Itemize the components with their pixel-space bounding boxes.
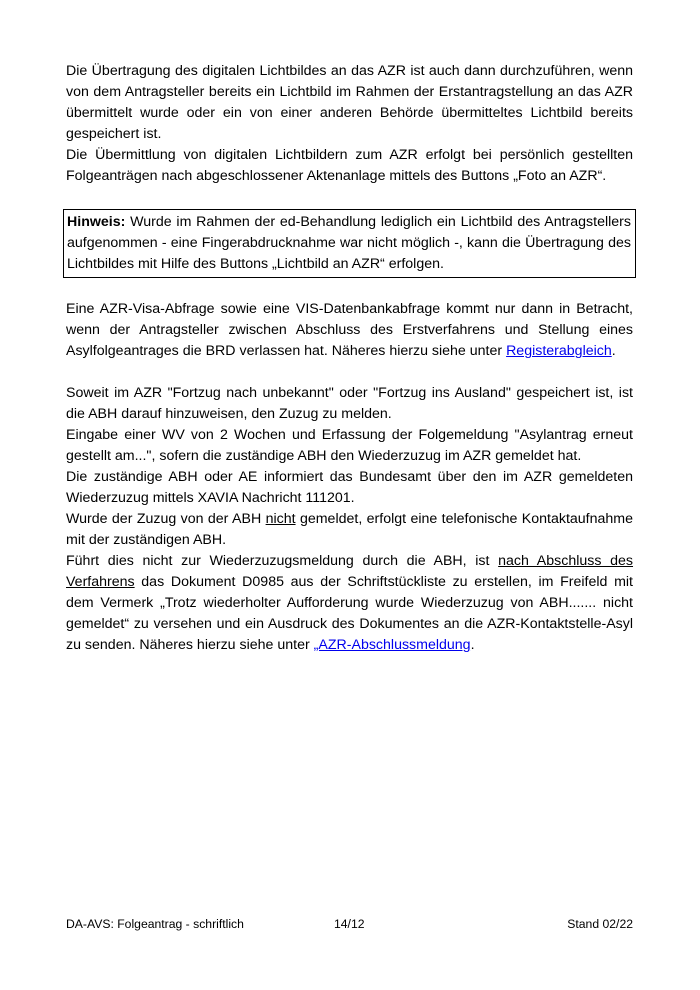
note-box bbox=[63, 209, 636, 278]
spacer bbox=[66, 362, 633, 383]
spacer bbox=[66, 278, 633, 299]
footer-version: Stand 02/22 bbox=[567, 917, 633, 931]
registerabgleich-link[interactable]: Registerabgleich bbox=[506, 343, 612, 359]
paragraph-text: das Dokument D0985 aus der Schriftstückliste zu erstellen, im Freifeld mit dem Vermerk „Trotz wiederholter Aufforderung wurde Wiederzuzug von ABH....... nicht gemeldet“ zu versehen und ein Ausdruck des Dokumentes an die AZR-Kontaktstelle-Asyl zu senden. Näheres hierzu siehe unter bbox=[66, 574, 633, 653]
paragraph-lichtbild-uebertragung: Die Übertragung des digitalen Lichtbildes an das AZR ist auch dann durchzuführen, wenn von dem Antragsteller bereits ein Lichtbild im Rahmen der Erstantragstellung an das AZR übermittelt wurde oder ein von einer anderen Behörde übermitteltes Lichtbild bereits gespeichert ist. bbox=[66, 63, 633, 142]
page-footer bbox=[66, 916, 633, 932]
paragraph-zuzug-nicht-gemeldet bbox=[66, 509, 633, 551]
paragraph-azr-visa-abfrage bbox=[66, 299, 633, 362]
note-text: Wurde im Rahmen der ed-Behandlung lediglich ein Lichtbild des Antragstellers aufgenommen - eine Fingerabdrucknahme war nicht möglich -, kann die Übertragung des Lichtbildes mit Hilfe des Buttons „Lichtbild an AZR“ erfolgen. bbox=[67, 214, 631, 272]
footer-page-number: 14/12 bbox=[334, 917, 365, 931]
paragraph-text: Eine AZR-Visa-Abfrage sowie eine VIS-Datenbankabfrage kommt nur dann in Betracht, wenn der Antragsteller zwischen Abschluss des Erstverfahrens und Stellung eines Asylfolgeantrages die BRD verlassen hat. Näheres hierzu siehe unter bbox=[66, 301, 633, 359]
azr-abschlussmeldung-link[interactable]: „AZR-Abschlussmeldung bbox=[313, 637, 471, 653]
footer-document-title: DA-AVS: Folgeantrag - schriftlich bbox=[66, 917, 244, 931]
document-body bbox=[66, 61, 633, 656]
paragraph-text: Führt dies nicht zur Wiederzuzugsmeldung durch die ABH, ist bbox=[66, 553, 499, 569]
paragraph-end: . bbox=[611, 343, 616, 359]
paragraph-d0985 bbox=[66, 551, 633, 656]
paragraph-wiedervorlage: Eingabe einer WV von 2 Wochen und Erfassung der Folgemeldung "Asylantrag erneut gestellt am...", sofern die zuständige ABH den Wiederzuzug im AZR gemeldet hat. bbox=[66, 427, 633, 464]
emphasis-nach-abschluss: nach Abschluss des Verfahrens bbox=[66, 553, 634, 590]
paragraph-text: Wurde der Zuzug von der ABH bbox=[66, 511, 266, 527]
paragraph-fortzug: Soweit im AZR "Fortzug nach unbekannt" oder "Fortzug ins Ausland" gespeichert ist, ist die ABH darauf hinzuweisen, den Zuzug zu melden. bbox=[66, 385, 633, 422]
paragraph-lichtbild-uebermittlung: Die Übermittlung von digitalen Lichtbildern zum AZR erfolgt bei persönlich gestellten Folgeanträgen nach abgeschlossener Aktenanlage mittels des Buttons „Foto an AZR“. bbox=[66, 147, 633, 184]
paragraph-xavia-nachricht: Die zuständige ABH oder AE informiert das Bundesamt über den im AZR gemeldeten Wiederzuzug mittels XAVIA Nachricht 111201. bbox=[66, 469, 633, 506]
note-label: Hinweis: bbox=[67, 214, 126, 230]
paragraph-text: gemeldet, erfolgt eine telefonische Kontaktaufnahme mit der zuständigen ABH. bbox=[66, 511, 634, 548]
emphasis-nicht: nicht bbox=[265, 511, 296, 527]
paragraph-end: . bbox=[470, 637, 475, 653]
